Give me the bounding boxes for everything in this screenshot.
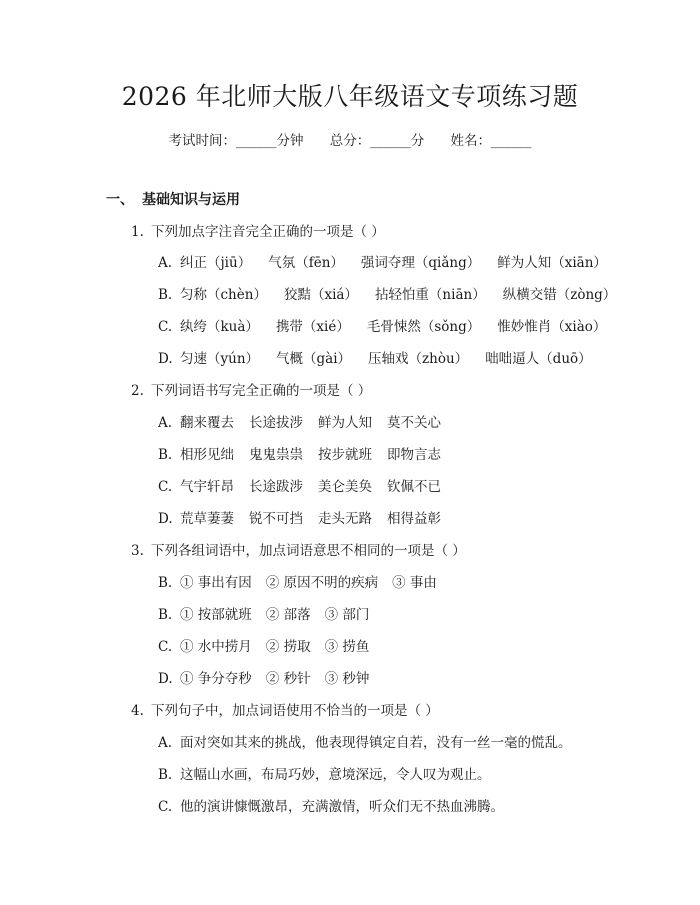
- question-stem: [131, 541, 466, 561]
- option-item: 强词夺理（qiǎng）: [360, 255, 481, 271]
- question-stem: [131, 222, 385, 242]
- option-letter: C.: [158, 639, 173, 655]
- exam-meta: [0, 131, 700, 151]
- option-item: 相得益彰: [387, 511, 441, 527]
- option-row: [158, 765, 491, 785]
- option-sentence: 面对突如其来的挑战，他表现得镇定自若，没有一丝一毫的慌乱。: [180, 735, 572, 751]
- option-item: 气概（gài）: [276, 351, 352, 367]
- option-item: 美仑美奂: [318, 479, 372, 495]
- option-item: 匀速（yún）: [180, 351, 260, 367]
- option-item: 咄咄逼人（duō）: [485, 351, 592, 367]
- option-row: [158, 253, 624, 273]
- option-item: ③ 事由: [392, 575, 437, 591]
- option-item: 纵横交错（zòng）: [502, 287, 617, 303]
- option-letter: C.: [158, 799, 173, 815]
- option-item: 匀称（chèn）: [180, 287, 267, 303]
- question-stem: [131, 381, 371, 401]
- option-item: ① 水中捞月: [180, 639, 252, 655]
- option-item: 鲜为人知（xiān）: [497, 255, 607, 271]
- question-stem: [131, 701, 439, 721]
- option-row: [158, 605, 383, 625]
- option-row: [158, 413, 456, 433]
- option-item: 压轴戏（zhòu）: [368, 351, 469, 367]
- option-letter: C.: [158, 479, 173, 495]
- option-item: ② 捞取: [265, 639, 311, 655]
- option-item: 长途拔涉: [249, 415, 303, 431]
- option-letter: A.: [158, 735, 173, 751]
- option-item: 相形见绌: [180, 447, 234, 463]
- option-letter: D.: [158, 671, 173, 687]
- question-text: 下列各组词语中，加点词语意思不相同的一项是（ ）: [151, 543, 466, 559]
- option-sentence: 这幅山水画，布局巧妙，意境深远，令人叹为观止。: [180, 767, 491, 783]
- option-row: [158, 317, 623, 337]
- question-number: 4.: [131, 703, 144, 719]
- option-item: ① 事出有因: [180, 575, 252, 591]
- option-item: ③ 部门: [324, 607, 370, 623]
- option-letter: A.: [158, 255, 173, 271]
- option-row: [158, 669, 383, 689]
- option-item: 拈轻怕重（niān）: [374, 287, 486, 303]
- question-text: 下列加点字注音完全正确的一项是（ ）: [151, 224, 385, 240]
- option-item: 纠正（jiū）: [180, 255, 252, 271]
- option-item: 锐不可挡: [249, 511, 303, 527]
- question-number: 1.: [131, 224, 144, 240]
- option-item: 长途跋涉: [249, 479, 303, 495]
- option-letter: D.: [158, 511, 173, 527]
- option-item: ① 按部就班: [180, 607, 252, 623]
- option-item: 莫不关心: [387, 415, 441, 431]
- option-row: [158, 285, 633, 305]
- option-letter: D.: [158, 351, 173, 367]
- option-item: 气氛（fēn）: [268, 255, 344, 271]
- option-item: 鬼鬼祟祟: [249, 447, 303, 463]
- option-row: [158, 573, 451, 593]
- option-letter: B.: [158, 287, 173, 303]
- question-text: 下列词语书写完全正确的一项是（ ）: [151, 383, 372, 399]
- option-letter: B.: [158, 607, 173, 623]
- option-letter: A.: [158, 415, 173, 431]
- option-item: 即物言志: [387, 447, 441, 463]
- option-item: 走头无路: [318, 511, 372, 527]
- option-letter: B.: [158, 447, 173, 463]
- option-item: ② 秒针: [265, 671, 311, 687]
- option-item: 狡黠（xiá）: [283, 287, 358, 303]
- name-field: 姓名：______: [450, 133, 532, 149]
- option-item: 翻来覆去: [180, 415, 234, 431]
- option-letter: C.: [158, 319, 173, 335]
- option-item: ③ 捞鱼: [324, 639, 370, 655]
- section-label: 基础知识与运用: [142, 192, 240, 208]
- option-row: [158, 349, 609, 369]
- option-item: ② 原因不明的疾病: [265, 575, 379, 591]
- option-row: [158, 445, 456, 465]
- option-item: 纨绔（kuà）: [180, 319, 259, 335]
- option-row: [158, 509, 456, 529]
- exam-time-field: 考试时间：______分钟: [168, 133, 304, 149]
- total-score-field: 总分：______分: [329, 133, 425, 149]
- option-item: 按步就班: [318, 447, 372, 463]
- option-row: [158, 797, 504, 817]
- option-item: ① 争分夺秒: [180, 671, 252, 687]
- option-item: 携带（xié）: [275, 319, 350, 335]
- option-row: [158, 637, 383, 657]
- option-sentence: 他的演讲慷慨激昂，充满激情，听众们无不热血沸腾。: [180, 799, 504, 815]
- section-heading: [106, 190, 240, 210]
- option-row: [158, 733, 572, 753]
- option-item: ③ 秒钟: [324, 671, 370, 687]
- option-item: 惟妙惟肖（xiào）: [497, 319, 607, 335]
- section-number: 一、: [106, 192, 134, 208]
- option-letter: B.: [158, 575, 173, 591]
- question-text: 下列句子中，加点词语使用不恰当的一项是（ ）: [151, 703, 439, 719]
- option-item: 鲜为人知: [318, 415, 372, 431]
- option-item: ② 部落: [265, 607, 311, 623]
- question-number: 2.: [131, 383, 144, 399]
- option-row: [158, 477, 456, 497]
- page-title: 2026 年北师大版八年级语文专项练习题: [121, 82, 579, 111]
- option-item: 荒草萋萋: [180, 511, 234, 527]
- option-item: 毛骨悚然（sǒng）: [366, 319, 481, 335]
- question-number: 3.: [131, 543, 144, 559]
- option-item: 气宇轩昂: [180, 479, 234, 495]
- option-letter: B.: [158, 767, 173, 783]
- option-item: 钦佩不已: [387, 479, 441, 495]
